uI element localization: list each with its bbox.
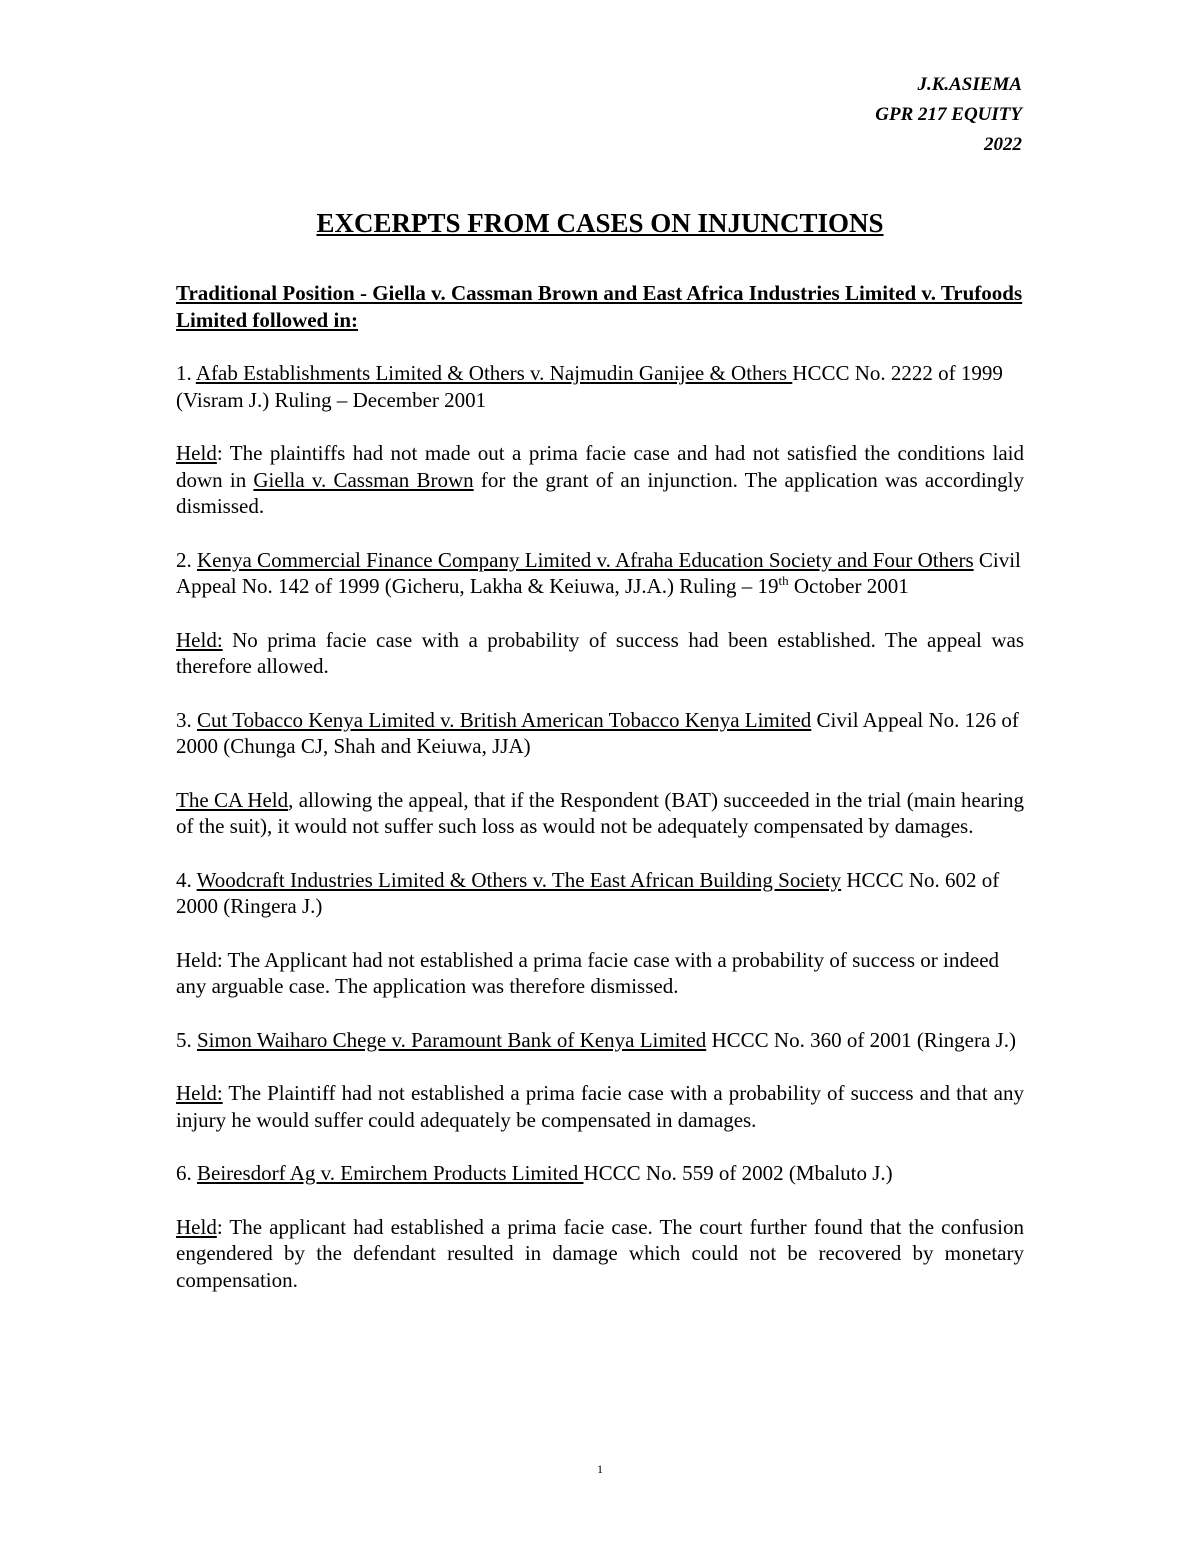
case-heading: [176, 360, 1024, 413]
case-heading: [176, 547, 1024, 600]
held-text: for the grant of an injunction. The application was accordingly dismissed.: [176, 467, 1024, 518]
case-number: 1.: [176, 361, 196, 385]
case-heading: [176, 707, 1024, 760]
case-heading: [176, 867, 1024, 920]
year: 2022: [984, 134, 1022, 155]
held-label: Held: [176, 1214, 217, 1239]
held-text: The Plaintiff had not established a prima facie case with a probability of success and that any injury he would suffer could adequately be compensated in damages.: [176, 1081, 1024, 1132]
case-number: 3.: [176, 707, 197, 732]
page-number: 1: [597, 1462, 603, 1476]
case-holding: [176, 1080, 1024, 1133]
held-label: The CA Held: [176, 787, 289, 812]
case-name: Afab Establishments Limited & Others v. Najmudin Ganijee & Others: [195, 361, 793, 385]
case-citation: HCCC No. 602 of 2000 (Ringera J.): [176, 867, 1000, 918]
case-holding: [176, 440, 1024, 520]
case-citation: HCCC No. 360 of 2001 (Ringera J.): [706, 1027, 1016, 1052]
case-heading: [176, 1160, 1024, 1187]
held-label: Held: [176, 441, 217, 465]
document-header: [875, 70, 1022, 160]
case-number: 6.: [176, 1161, 197, 1185]
section-subtitle: Traditional Position - Giella v. Cassman Brown and East Africa Industries Limited v. Trufoods Limited followed in:: [176, 281, 1023, 332]
author-name: J.K.ASIEMA: [917, 74, 1022, 95]
document-body: [176, 280, 1024, 1320]
ordinal-suffix: th: [778, 573, 789, 588]
case-citation: Civil Appeal No. 142 of 1999 (Gicheru, Lakha & Keiuwa, JJ.A.) Ruling – 19: [176, 547, 1021, 598]
document-title: EXCERPTS FROM CASES ON INJUNCTIONS: [316, 208, 884, 238]
held-label: Held:: [176, 1081, 223, 1105]
held-text: Held: The Applicant had not established a prima facie case with a probability of success or indeed any arguable case. The application was therefore dismissed.: [176, 947, 1000, 998]
case-name: Beiresdorf Ag v. Emirchem Products Limited: [197, 1161, 584, 1185]
case-holding: [176, 787, 1024, 840]
case-name: Woodcraft Industries Limited & Others v. The East African Building Society: [196, 867, 842, 892]
case-name: Simon Waiharo Chege v. Paramount Bank of Kenya Limited: [197, 1027, 707, 1052]
held-text: No prima facie case with a probability of success had been established. The appeal was therefore allowed.: [176, 627, 1024, 678]
course-code: GPR 217 EQUITY: [875, 104, 1022, 125]
case-citation: October 2001: [788, 574, 909, 598]
case-number: 4.: [176, 867, 197, 892]
case-holding: [176, 627, 1024, 680]
case-holding: [176, 947, 1024, 1000]
held-text: : The applicant had established a prima facie case. The court further found that the confusion engendered by the defendant resulted in damage which could not be recovered by monetary compensation.: [176, 1214, 1024, 1292]
case-citation: HCCC No. 559 of 2002 (Mbaluto J.): [583, 1161, 893, 1185]
case-heading: [176, 1027, 1024, 1054]
case-citation: Civil Appeal No. 126 of 2000 (Chunga CJ, Shah and Keiuwa, JJA): [176, 707, 1019, 758]
case-number: 5.: [176, 1027, 197, 1052]
case-citation: HCCC No. 2222 of 1999 (Visram J.) Ruling – December 2001: [176, 361, 1003, 412]
case-number: 2.: [176, 547, 197, 572]
held-label: Held:: [176, 627, 223, 652]
case-name: Kenya Commercial Finance Company Limited v. Afraha Education Society and Four Others: [197, 547, 974, 572]
held-case-reference: Giella v. Cassman Brown: [253, 467, 474, 492]
case-holding: [176, 1214, 1024, 1294]
case-name: Cut Tobacco Kenya Limited v. British American Tobacco Kenya Limited: [197, 707, 812, 732]
held-text: , allowing the appeal, that if the Respondent (BAT) succeeded in the trial (main hearing of the suit), it would not suffer such loss as would not be adequately compensated by damages.: [176, 787, 1024, 838]
held-text: : The plaintiffs had not made out a prima facie case and had not satisfied the conditions laid down in: [176, 441, 1024, 492]
